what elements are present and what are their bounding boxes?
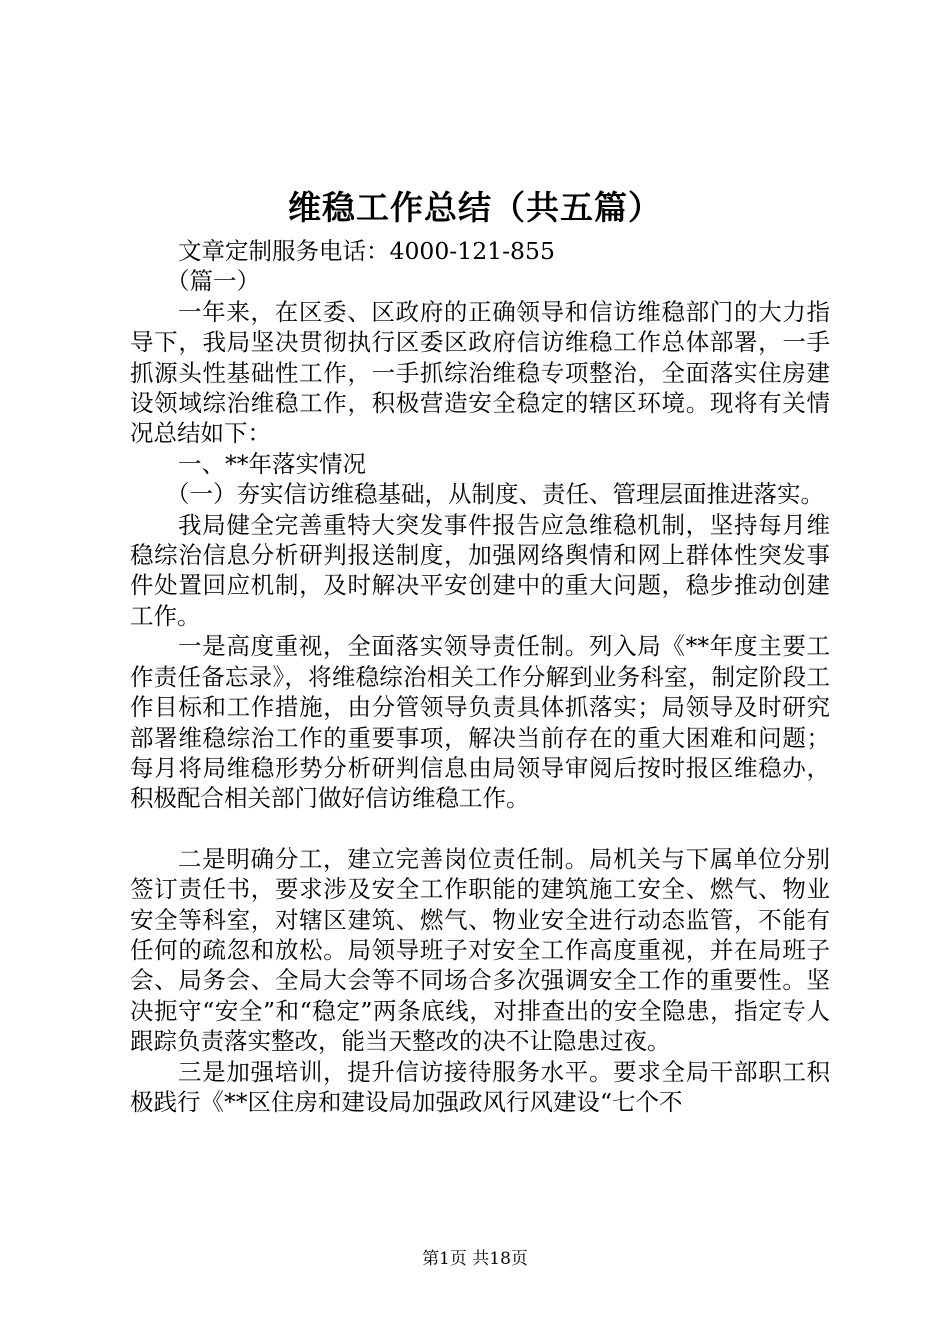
subsection-heading: （一）夯实信访维稳基础，从制度、责任、管理层面推进落实。: [166, 480, 824, 509]
paragraph-point-two: 二是明确分工，建立完善岗位责任制。局机关与下属单位分别签订责任书，要求涉及安全工作职能的建筑施工安全、燃气、物业安全等科室，对辖区建筑、燃气、物业安全进行动态监管，不能有任何的疏忽和放松。局领导班子对安全工作高度重视，并在局班子会、局务会、全局大会等不同场合多次强调安全工作的重要性。坚决扼守“安全”和“稳定”两条底线，对排查出的安全隐患，指定专人跟踪负责落实整改，能当天整改的决不让隐患过夜。: [130, 844, 830, 1056]
part-label: （篇一）: [166, 267, 260, 296]
paragraph-mechanism: 我局健全完善重特大突发事件报告应急维稳机制，坚持每月维稳综治信息分析研判报送制度，加强网络舆情和网上群体性突发事件处置回应机制，及时解决平安创建中的重大问题，稳步推动创建工作。: [130, 510, 830, 630]
paragraph-point-one: 一是高度重视，全面落实领导责任制。列入局《**年度主要工作责任备忘录》，将维稳综治相关工作分解到业务科室，制定阶段工作目标和工作措施，由分管领导负责具体抓落实；局领导及时研究部署维稳综治工作的重要事项，解决当前存在的重大困难和问题；每月将局维稳形势分析研判信息由局领导审阅后按时报区维稳办，积极配合相关部门做好信访维稳工作。: [130, 632, 830, 813]
document-body: [130, 236, 830, 1117]
section-heading: 一、**年落实情况: [178, 449, 366, 478]
paragraph-intro: 一年来，在区委、区政府的正确领导和信访维稳部门的大力指导下，我局坚决贯彻执行区委区政府信访维稳工作总体部署，一手抓源头性基础性工作，一手抓综治维稳专项整治，全面落实住房建设领域综治维稳工作，积极营造安全稳定的辖区环境。现将有关情况总结如下：: [130, 297, 830, 448]
page-number-footer: 第1页 共18页: [422, 1249, 528, 1269]
service-phone-line: 文章定制服务电话：4000-121-855: [178, 237, 555, 265]
document-title: 维稳工作总结（共五篇）: [288, 188, 662, 227]
paragraph-point-three: 三是加强培训，提升信访接待服务水平。要求全局干部职工积极践行《**区住房和建设局加强政风行风建设“七个不: [130, 1057, 830, 1116]
paragraph-spacer: [130, 814, 830, 844]
